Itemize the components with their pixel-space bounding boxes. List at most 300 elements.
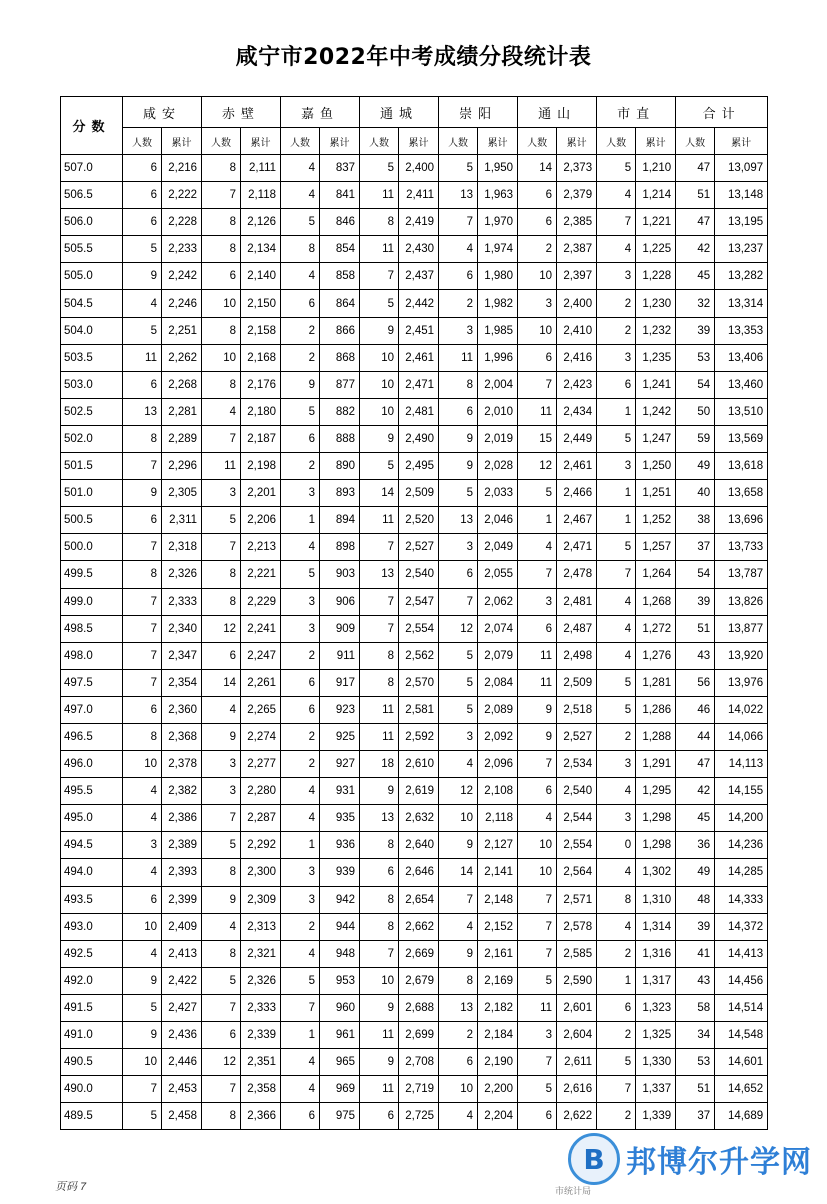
- count-cell: 5: [281, 561, 320, 588]
- cumulative-cell: 2,458: [162, 1103, 202, 1130]
- count-cell: 44: [676, 723, 715, 750]
- region-header-tongcheng: 通城: [360, 97, 439, 128]
- cumulative-cell: 2,413: [162, 940, 202, 967]
- cumulative-cell: 2,604: [557, 1022, 597, 1049]
- cumulative-cell: 837: [320, 155, 360, 182]
- score-cell: 493.5: [61, 886, 123, 913]
- cumulative-cell: 1,291: [636, 751, 676, 778]
- table-row: [61, 1022, 768, 1049]
- footer-source: 市统计局: [555, 1186, 592, 1196]
- cumulative-cell: 2,466: [557, 480, 597, 507]
- table-row: [61, 290, 768, 317]
- score-cell: 498.5: [61, 615, 123, 642]
- count-cell: 59: [676, 425, 715, 452]
- count-cell: 4: [597, 913, 636, 940]
- count-cell: 51: [676, 615, 715, 642]
- table-row: [61, 155, 768, 182]
- cumulative-cell: 2,373: [557, 155, 597, 182]
- count-cell: 6: [281, 1103, 320, 1130]
- cumulative-cell: 2,127: [478, 832, 518, 859]
- cumulative-cell: 2,610: [399, 751, 439, 778]
- count-cell: 3: [518, 290, 557, 317]
- score-cell: 504.5: [61, 290, 123, 317]
- cumulative-cell: 1,247: [636, 425, 676, 452]
- cumulative-cell: 13,314: [715, 290, 768, 317]
- count-cell: 2: [597, 723, 636, 750]
- cumulative-cell: 2,446: [162, 1049, 202, 1076]
- count-cell: 4: [123, 859, 162, 886]
- cumulative-cell: 2,222: [162, 182, 202, 209]
- count-cell: 10: [202, 290, 241, 317]
- count-cell: 12: [202, 1049, 241, 1076]
- count-cell: 2: [597, 940, 636, 967]
- cumulative-header: 累计: [715, 128, 768, 155]
- cumulative-cell: 2,611: [557, 1049, 597, 1076]
- count-cell: 4: [281, 940, 320, 967]
- count-header: 人数: [281, 128, 320, 155]
- count-cell: 38: [676, 507, 715, 534]
- table-row: [61, 561, 768, 588]
- count-cell: 10: [123, 1049, 162, 1076]
- count-cell: 4: [123, 805, 162, 832]
- score-cell: 502.0: [61, 425, 123, 452]
- count-cell: 4: [518, 534, 557, 561]
- table-row: [61, 317, 768, 344]
- count-cell: 14: [360, 480, 399, 507]
- cumulative-cell: 935: [320, 805, 360, 832]
- count-cell: 6: [439, 398, 478, 425]
- count-cell: 3: [597, 805, 636, 832]
- cumulative-cell: 2,309: [241, 886, 281, 913]
- count-cell: 4: [281, 534, 320, 561]
- count-cell: 4: [281, 1049, 320, 1076]
- count-cell: 4: [597, 236, 636, 263]
- count-cell: 7: [360, 940, 399, 967]
- score-cell: 505.0: [61, 263, 123, 290]
- cumulative-cell: 888: [320, 425, 360, 452]
- table-row: [61, 209, 768, 236]
- cumulative-cell: 2,004: [478, 371, 518, 398]
- cumulative-cell: 1,242: [636, 398, 676, 425]
- count-cell: 7: [597, 1076, 636, 1103]
- count-cell: 5: [281, 398, 320, 425]
- count-header: 人数: [597, 128, 636, 155]
- table-row: [61, 1103, 768, 1130]
- cumulative-cell: 2,509: [399, 480, 439, 507]
- cumulative-cell: 2,347: [162, 642, 202, 669]
- count-cell: 2: [281, 723, 320, 750]
- cumulative-cell: 13,787: [715, 561, 768, 588]
- cumulative-cell: 2,074: [478, 615, 518, 642]
- table-row: [61, 507, 768, 534]
- cumulative-cell: 2,449: [557, 425, 597, 452]
- count-cell: 8: [360, 832, 399, 859]
- count-cell: 8: [597, 886, 636, 913]
- count-cell: 7: [518, 1049, 557, 1076]
- count-cell: 5: [439, 155, 478, 182]
- score-cell: 495.0: [61, 805, 123, 832]
- cumulative-cell: 1,210: [636, 155, 676, 182]
- cumulative-cell: 2,725: [399, 1103, 439, 1130]
- cumulative-cell: 1,295: [636, 778, 676, 805]
- cumulative-cell: 2,592: [399, 723, 439, 750]
- cumulative-cell: 2,062: [478, 588, 518, 615]
- score-cell: 490.5: [61, 1049, 123, 1076]
- count-cell: 11: [202, 453, 241, 480]
- cumulative-cell: 2,471: [399, 371, 439, 398]
- cumulative-cell: 1,996: [478, 344, 518, 371]
- table-row: [61, 453, 768, 480]
- cumulative-cell: 2,187: [241, 425, 281, 452]
- cumulative-cell: 2,084: [478, 669, 518, 696]
- table-row: [61, 1076, 768, 1103]
- table-row: [61, 398, 768, 425]
- count-cell: 10: [123, 751, 162, 778]
- count-cell: 9: [123, 480, 162, 507]
- count-cell: 2: [439, 290, 478, 317]
- cumulative-cell: 2,033: [478, 480, 518, 507]
- count-cell: 14: [202, 669, 241, 696]
- cumulative-cell: 1,950: [478, 155, 518, 182]
- cumulative-cell: 2,262: [162, 344, 202, 371]
- cumulative-cell: 1,298: [636, 832, 676, 859]
- count-cell: 8: [439, 967, 478, 994]
- cumulative-cell: 2,527: [399, 534, 439, 561]
- count-cell: 8: [202, 940, 241, 967]
- count-cell: 3: [518, 1022, 557, 1049]
- count-cell: 6: [202, 642, 241, 669]
- cumulative-cell: 858: [320, 263, 360, 290]
- count-cell: 1: [597, 967, 636, 994]
- count-cell: 8: [202, 859, 241, 886]
- cumulative-cell: 2,590: [557, 967, 597, 994]
- cumulative-cell: 2,019: [478, 425, 518, 452]
- cumulative-cell: 13,097: [715, 155, 768, 182]
- count-cell: 8: [202, 209, 241, 236]
- cumulative-cell: 1,314: [636, 913, 676, 940]
- cumulative-cell: 1,225: [636, 236, 676, 263]
- page-title: 咸宁市2022年中考成绩分段统计表: [235, 45, 592, 70]
- count-cell: 9: [439, 940, 478, 967]
- cumulative-cell: 2,221: [241, 561, 281, 588]
- cumulative-cell: 1,980: [478, 263, 518, 290]
- cumulative-cell: 939: [320, 859, 360, 886]
- cumulative-cell: 2,688: [399, 994, 439, 1021]
- count-cell: 6: [518, 182, 557, 209]
- cumulative-cell: 906: [320, 588, 360, 615]
- cumulative-cell: 2,305: [162, 480, 202, 507]
- cumulative-header: 累计: [557, 128, 597, 155]
- cumulative-cell: 1,985: [478, 317, 518, 344]
- count-cell: 4: [281, 155, 320, 182]
- count-cell: 4: [439, 751, 478, 778]
- count-cell: 5: [439, 642, 478, 669]
- count-cell: 6: [597, 371, 636, 398]
- table-row: [61, 425, 768, 452]
- count-cell: 47: [676, 209, 715, 236]
- count-cell: 2: [281, 913, 320, 940]
- cumulative-cell: 2,679: [399, 967, 439, 994]
- table-row: [61, 615, 768, 642]
- cumulative-cell: 2,430: [399, 236, 439, 263]
- count-cell: 9: [360, 994, 399, 1021]
- count-header: 人数: [676, 128, 715, 155]
- cumulative-cell: 2,190: [478, 1049, 518, 1076]
- count-cell: 7: [202, 805, 241, 832]
- count-cell: 5: [597, 534, 636, 561]
- count-cell: 10: [360, 398, 399, 425]
- cumulative-cell: 2,581: [399, 696, 439, 723]
- count-cell: 6: [123, 155, 162, 182]
- count-cell: 13: [439, 994, 478, 1021]
- cumulative-cell: 2,108: [478, 778, 518, 805]
- count-cell: 5: [518, 480, 557, 507]
- cumulative-cell: 2,544: [557, 805, 597, 832]
- region-header-shizhi: 市直: [597, 97, 676, 128]
- cumulative-cell: 877: [320, 371, 360, 398]
- count-cell: 42: [676, 778, 715, 805]
- cumulative-cell: 1,228: [636, 263, 676, 290]
- cumulative-cell: 2,585: [557, 940, 597, 967]
- count-cell: 7: [123, 534, 162, 561]
- table-row: [61, 696, 768, 723]
- cumulative-cell: 854: [320, 236, 360, 263]
- cumulative-cell: 2,049: [478, 534, 518, 561]
- count-cell: 6: [518, 1103, 557, 1130]
- score-cell: 489.5: [61, 1103, 123, 1130]
- cumulative-cell: 2,422: [162, 967, 202, 994]
- cumulative-cell: 2,148: [478, 886, 518, 913]
- cumulative-cell: 1,272: [636, 615, 676, 642]
- count-cell: 51: [676, 1076, 715, 1103]
- count-cell: 4: [597, 778, 636, 805]
- cumulative-cell: 2,461: [557, 453, 597, 480]
- score-cell: 490.0: [61, 1076, 123, 1103]
- count-cell: 3: [597, 751, 636, 778]
- cumulative-cell: 1,230: [636, 290, 676, 317]
- cumulative-cell: 2,619: [399, 778, 439, 805]
- count-cell: 9: [123, 967, 162, 994]
- score-cell: 507.0: [61, 155, 123, 182]
- cumulative-cell: 2,150: [241, 290, 281, 317]
- count-cell: 7: [439, 886, 478, 913]
- cumulative-cell: 2,280: [241, 778, 281, 805]
- cumulative-cell: 14,413: [715, 940, 768, 967]
- count-cell: 6: [518, 778, 557, 805]
- cumulative-cell: 936: [320, 832, 360, 859]
- cumulative-cell: 1,330: [636, 1049, 676, 1076]
- count-cell: 7: [123, 615, 162, 642]
- count-cell: 2: [281, 642, 320, 669]
- count-cell: 8: [202, 561, 241, 588]
- region-header-chongyang: 崇阳: [439, 97, 518, 128]
- cumulative-cell: 13,618: [715, 453, 768, 480]
- cumulative-cell: 1,241: [636, 371, 676, 398]
- cumulative-cell: 2,201: [241, 480, 281, 507]
- cumulative-cell: 882: [320, 398, 360, 425]
- score-cell: 500.0: [61, 534, 123, 561]
- count-cell: 8: [360, 642, 399, 669]
- cumulative-cell: 2,387: [557, 236, 597, 263]
- count-cell: 3: [597, 344, 636, 371]
- cumulative-header: 累计: [478, 128, 518, 155]
- count-cell: 8: [439, 371, 478, 398]
- cumulative-cell: 2,134: [241, 236, 281, 263]
- cumulative-cell: 2,481: [399, 398, 439, 425]
- cumulative-header: 累计: [241, 128, 281, 155]
- table-row: [61, 751, 768, 778]
- count-cell: 9: [360, 778, 399, 805]
- cumulative-cell: 2,400: [557, 290, 597, 317]
- cumulative-cell: 13,877: [715, 615, 768, 642]
- cumulative-cell: 13,460: [715, 371, 768, 398]
- cumulative-cell: 2,046: [478, 507, 518, 534]
- cumulative-cell: 13,406: [715, 344, 768, 371]
- count-cell: 6: [123, 209, 162, 236]
- count-cell: 7: [597, 209, 636, 236]
- score-cell: 497.5: [61, 669, 123, 696]
- cumulative-cell: 2,409: [162, 913, 202, 940]
- cumulative-cell: 2,520: [399, 507, 439, 534]
- cumulative-cell: 13,353: [715, 317, 768, 344]
- count-cell: 3: [597, 453, 636, 480]
- cumulative-cell: 2,699: [399, 1022, 439, 1049]
- count-cell: 11: [518, 398, 557, 425]
- cumulative-cell: 2,534: [557, 751, 597, 778]
- cumulative-cell: 2,246: [162, 290, 202, 317]
- cumulative-cell: 2,296: [162, 453, 202, 480]
- count-cell: 4: [281, 182, 320, 209]
- count-cell: 3: [202, 751, 241, 778]
- count-cell: 47: [676, 155, 715, 182]
- count-cell: 3: [281, 480, 320, 507]
- cumulative-cell: 2,229: [241, 588, 281, 615]
- count-cell: 4: [123, 940, 162, 967]
- cumulative-cell: 2,471: [557, 534, 597, 561]
- count-cell: 50: [676, 398, 715, 425]
- cumulative-cell: 2,467: [557, 507, 597, 534]
- cumulative-cell: 2,478: [557, 561, 597, 588]
- count-cell: 12: [518, 453, 557, 480]
- cumulative-cell: 2,562: [399, 642, 439, 669]
- cumulative-cell: 2,339: [241, 1022, 281, 1049]
- count-cell: 7: [518, 940, 557, 967]
- cumulative-cell: 2,333: [241, 994, 281, 1021]
- count-cell: 5: [123, 1103, 162, 1130]
- count-cell: 6: [123, 696, 162, 723]
- count-cell: 4: [597, 642, 636, 669]
- cumulative-cell: 2,340: [162, 615, 202, 642]
- cumulative-cell: 893: [320, 480, 360, 507]
- cumulative-cell: 14,601: [715, 1049, 768, 1076]
- count-cell: 5: [360, 453, 399, 480]
- count-cell: 6: [518, 615, 557, 642]
- cumulative-cell: 975: [320, 1103, 360, 1130]
- cumulative-cell: 898: [320, 534, 360, 561]
- count-cell: 4: [439, 236, 478, 263]
- cumulative-cell: 948: [320, 940, 360, 967]
- cumulative-cell: 2,410: [557, 317, 597, 344]
- score-cell: 502.5: [61, 398, 123, 425]
- cumulative-cell: 2,393: [162, 859, 202, 886]
- count-cell: 7: [518, 561, 557, 588]
- count-cell: 8: [360, 669, 399, 696]
- cumulative-cell: 1,310: [636, 886, 676, 913]
- count-cell: 5: [597, 1049, 636, 1076]
- count-cell: 6: [360, 859, 399, 886]
- cumulative-header: 累计: [320, 128, 360, 155]
- cumulative-cell: 2,509: [557, 669, 597, 696]
- count-cell: 48: [676, 886, 715, 913]
- cumulative-cell: 965: [320, 1049, 360, 1076]
- cumulative-cell: 2,216: [162, 155, 202, 182]
- cumulative-cell: 2,228: [162, 209, 202, 236]
- count-cell: 5: [123, 994, 162, 1021]
- count-cell: 10: [360, 371, 399, 398]
- cumulative-cell: 2,079: [478, 642, 518, 669]
- score-cell: 495.5: [61, 778, 123, 805]
- cumulative-cell: 841: [320, 182, 360, 209]
- cumulative-cell: 927: [320, 751, 360, 778]
- count-cell: 6: [597, 994, 636, 1021]
- cumulative-cell: 1,214: [636, 182, 676, 209]
- cumulative-cell: 2,242: [162, 263, 202, 290]
- count-cell: 5: [597, 696, 636, 723]
- cumulative-cell: 2,281: [162, 398, 202, 425]
- count-cell: 5: [360, 290, 399, 317]
- cumulative-cell: 2,540: [557, 778, 597, 805]
- header-row-regions: [61, 97, 768, 128]
- count-cell: 11: [360, 1076, 399, 1103]
- score-cell: 503.5: [61, 344, 123, 371]
- score-cell: 505.5: [61, 236, 123, 263]
- count-cell: 47: [676, 751, 715, 778]
- cumulative-cell: 2,289: [162, 425, 202, 452]
- cumulative-cell: 2,251: [162, 317, 202, 344]
- count-cell: 5: [123, 236, 162, 263]
- count-cell: 9: [123, 263, 162, 290]
- cumulative-cell: 2,578: [557, 913, 597, 940]
- score-cell: 503.0: [61, 371, 123, 398]
- cumulative-cell: 2,622: [557, 1103, 597, 1130]
- cumulative-cell: 1,974: [478, 236, 518, 263]
- count-cell: 39: [676, 913, 715, 940]
- count-cell: 34: [676, 1022, 715, 1049]
- cumulative-cell: 13,733: [715, 534, 768, 561]
- region-header-jiayu: 嘉鱼: [281, 97, 360, 128]
- count-cell: 7: [439, 209, 478, 236]
- count-cell: 9: [439, 832, 478, 859]
- count-cell: 5: [439, 480, 478, 507]
- cumulative-cell: 917: [320, 669, 360, 696]
- cumulative-cell: 2,640: [399, 832, 439, 859]
- cumulative-cell: 14,548: [715, 1022, 768, 1049]
- cumulative-cell: 2,564: [557, 859, 597, 886]
- score-cell: 491.5: [61, 994, 123, 1021]
- count-cell: 1: [518, 507, 557, 534]
- count-cell: 5: [202, 967, 241, 994]
- table-row: [61, 480, 768, 507]
- table-row: [61, 236, 768, 263]
- cumulative-cell: 2,571: [557, 886, 597, 913]
- count-cell: 0: [597, 832, 636, 859]
- count-cell: 18: [360, 751, 399, 778]
- cumulative-cell: 2,419: [399, 209, 439, 236]
- cumulative-cell: 2,498: [557, 642, 597, 669]
- table-row: [61, 994, 768, 1021]
- cumulative-cell: 2,358: [241, 1076, 281, 1103]
- count-cell: 8: [123, 723, 162, 750]
